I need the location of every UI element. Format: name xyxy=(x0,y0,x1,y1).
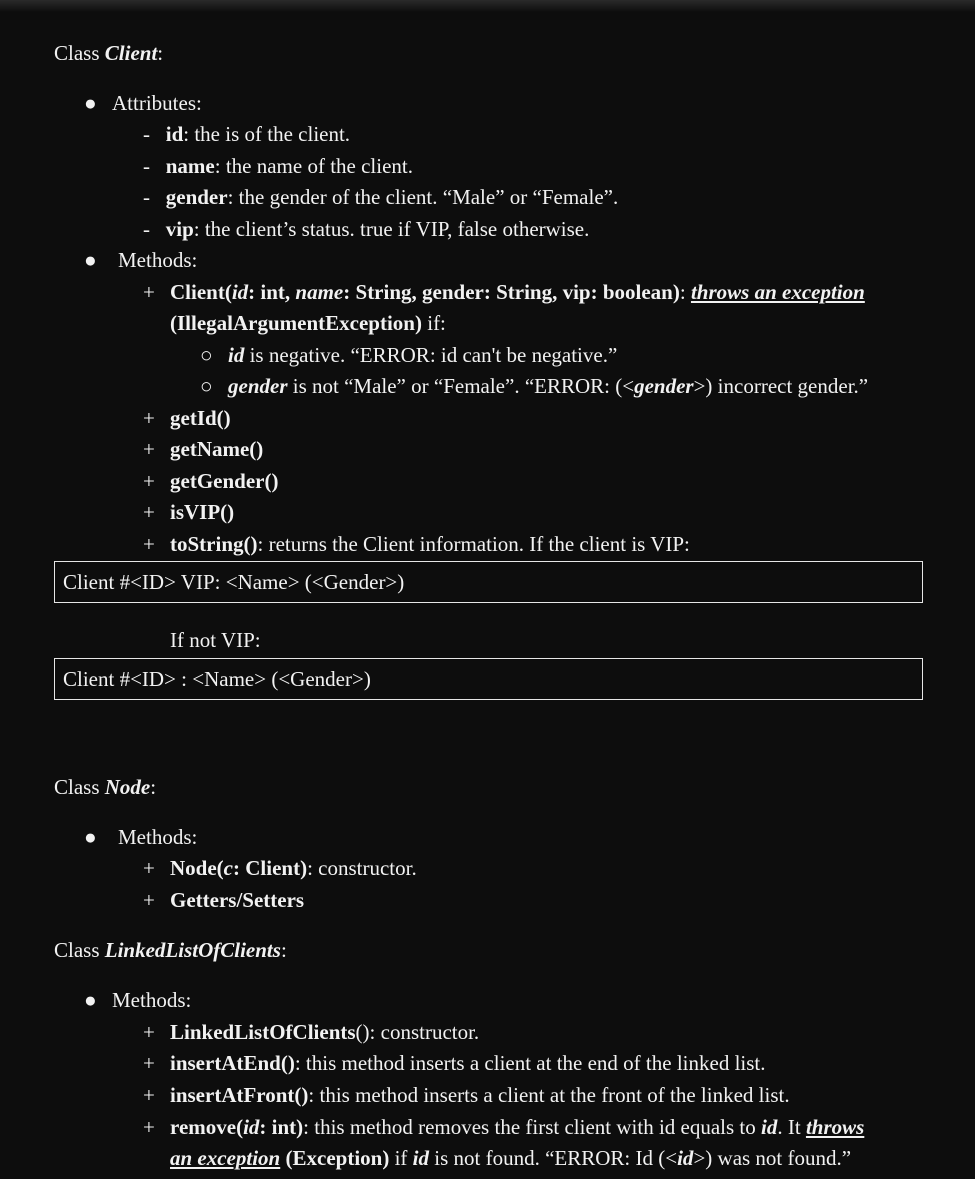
bullet-icon: ● xyxy=(84,988,97,1012)
method-getname: getName() xyxy=(170,437,264,461)
class-node-heading: Class Node: xyxy=(54,775,157,799)
method-plus-icon: + xyxy=(143,1115,155,1139)
attribute-vip: - vip: the client’s status. true if VIP, false otherwise. xyxy=(143,217,590,241)
attribute-name: - name: the name of the client. xyxy=(143,154,414,178)
attributes-label: Attributes: xyxy=(112,91,202,115)
constructor-exception: (IllegalArgumentException) if: xyxy=(170,311,446,335)
attribute-id: - id: the is of the client. xyxy=(143,122,351,146)
attribute-gender: - gender: the gender of the client. “Male” or “Female”. xyxy=(143,185,619,209)
vip-format-box xyxy=(54,561,923,603)
method-plus-icon: + xyxy=(143,469,155,493)
method-plus-icon: + xyxy=(143,280,155,304)
method-plus-icon: + xyxy=(143,532,155,556)
methods-label: Methods: xyxy=(118,825,198,849)
method-getid: getId() xyxy=(170,406,231,430)
methods-label: Methods: xyxy=(112,988,192,1012)
bullet-icon: ● xyxy=(84,91,97,115)
class-client-heading: Class Client: xyxy=(54,41,164,65)
method-plus-icon: + xyxy=(143,1020,155,1044)
method-insertatfront: insertAtFront(): this method inserts a client at the front of the linked list. xyxy=(170,1083,790,1107)
method-tostring: toString(): returns the Client information. If the client is VIP: xyxy=(170,532,690,556)
condition-circle-icon: ○ xyxy=(200,374,213,398)
not-vip-format-text: Client #<ID> : <Name> (<Gender>) xyxy=(63,667,371,691)
method-insertatend: insertAtEnd(): this method inserts a client at the end of the linked list. xyxy=(170,1051,766,1075)
condition-circle-icon: ○ xyxy=(200,343,213,367)
method-getgender: getGender() xyxy=(170,469,279,493)
condition-id-negative: id is negative. “ERROR: id can't be negative.” xyxy=(228,343,618,367)
not-vip-label: If not VIP: xyxy=(170,628,261,652)
method-remove: remove(id: int): this method removes the first client with id equals to id. It throws xyxy=(170,1115,865,1139)
window-top-edge xyxy=(0,0,975,12)
method-client-constructor: Client(id: int, name: String, gender: String, vip: boolean): throws an exception xyxy=(170,280,865,304)
method-plus-icon: + xyxy=(143,406,155,430)
condition-gender-invalid: gender is not “Male” or “Female”. “ERROR: (<gender>) incorrect gender.” xyxy=(228,374,869,398)
method-isvip: isVIP() xyxy=(170,500,235,524)
method-plus-icon: + xyxy=(143,1083,155,1107)
remove-exception-details: an exception (Exception) if id is not found. “ERROR: Id (<id>) was not found.” xyxy=(170,1146,852,1170)
class-linkedlist-heading: Class LinkedListOfClients: xyxy=(54,938,287,962)
bullet-icon: ● xyxy=(84,825,97,849)
methods-label: Methods: xyxy=(118,248,198,272)
method-plus-icon: + xyxy=(143,856,155,880)
method-plus-icon: + xyxy=(143,500,155,524)
bullet-icon: ● xyxy=(84,248,97,272)
method-plus-icon: + xyxy=(143,1051,155,1075)
method-plus-icon: + xyxy=(143,888,155,912)
method-linkedlist-constructor: LinkedListOfClients(): constructor. xyxy=(170,1020,480,1044)
not-vip-format-box xyxy=(54,658,923,700)
vip-format-text: Client #<ID> VIP: <Name> (<Gender>) xyxy=(63,570,405,594)
method-plus-icon: + xyxy=(143,437,155,461)
method-node-constructor: Node(c: Client): constructor. xyxy=(170,856,417,880)
method-getters-setters: Getters/Setters xyxy=(170,888,305,912)
